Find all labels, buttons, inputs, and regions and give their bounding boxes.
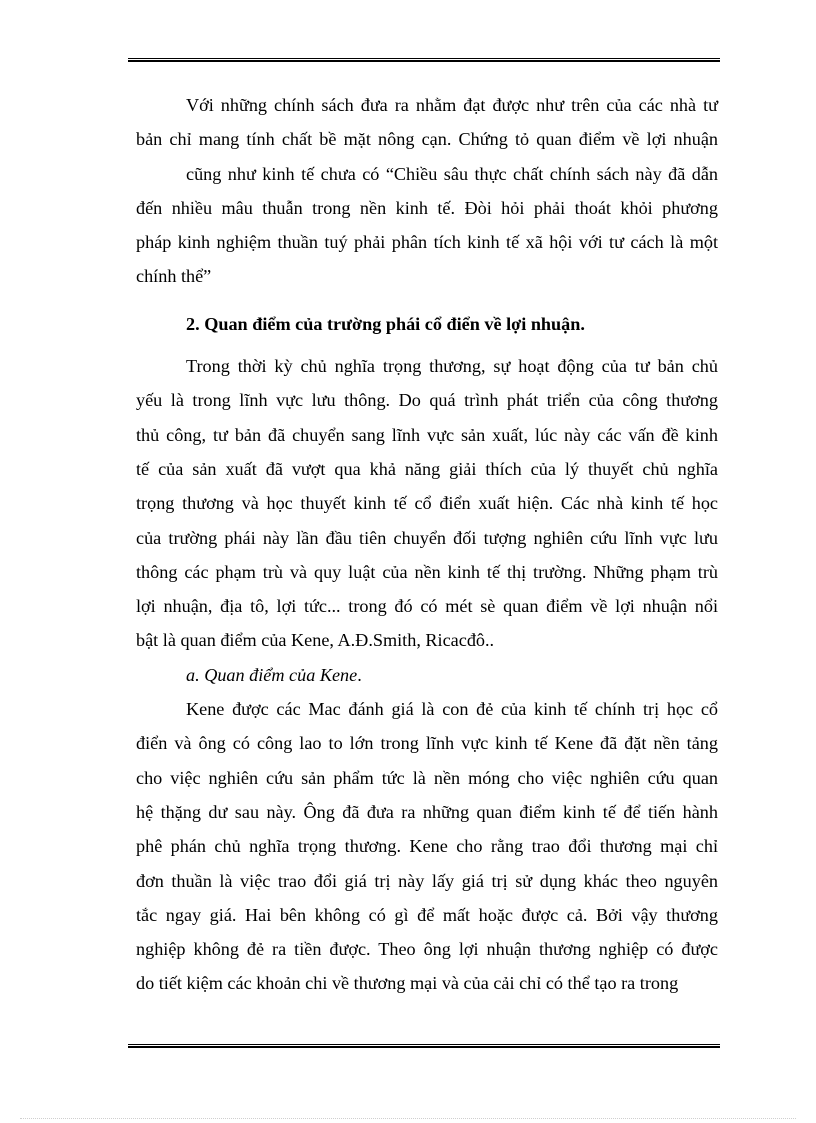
subsection-heading-period: .: [357, 664, 362, 685]
text-line: điển và ông có công lao to lớn trong lĩnh vực kinh tế Kene đã đặt nền tảng: [136, 733, 718, 754]
text-line: Trong thời kỳ chủ nghĩa trọng thương, sự hoạt động của tư bản chủ: [186, 356, 718, 377]
text-line: lợi nhuận, địa tô, lợi tức... trong đó có mét sè quan điểm về lợi nhuận nổi: [136, 596, 718, 617]
paragraph-1: [136, 88, 718, 294]
text-line: hệ thặng dư sau này. Ông đã đưa ra những quan điểm kinh tế để tiến hành: [136, 801, 718, 822]
text-line: do tiết kiệm các khoản chi về thương mại và của cải chỉ có thể tạo ra trong: [136, 973, 679, 994]
section-heading: 2. Quan điểm của trường phái cổ điển về lợi nhuận.: [186, 313, 585, 334]
page-edge-dotted-line: [20, 1118, 796, 1119]
text-line: đơn thuần là việc trao đổi giá trị này lấy giá trị sử dụng khác theo nguyên: [136, 870, 718, 891]
paragraph-2: [136, 349, 718, 658]
text-line: tắc ngay giá. Hai bên không có gì để mất hoặc được cả. Bởi vậy thương: [136, 904, 718, 925]
text-line: nghiệp không đẻ ra tiền được. Theo ông lợi nhuận thương nghiệp có được: [136, 939, 718, 960]
text-line: thông các phạm trù và quy luật của nền kinh tế thị trường. Những phạm trù: [136, 561, 718, 582]
paragraph-3: [136, 692, 718, 1001]
text-line: yếu là trong lĩnh vực lưu thông. Do quá trình phát triển của công thương: [136, 390, 718, 411]
text-line: đến nhiều mâu thuẫn trong nền kinh tế. Đòi hỏi phải thoát khỏi phương: [136, 197, 718, 218]
footer-rule: [128, 1044, 720, 1048]
subsection-heading: [136, 658, 718, 692]
text-line: pháp kinh nghiệm thuần tuý phải phân tích kinh tế xã hội với tư cách là một: [136, 232, 718, 253]
text-line: Với những chính sách đưa ra nhằm đạt được như trên của các nhà tư: [186, 95, 718, 115]
text-line: phê phán chủ nghĩa trọng thương. Kene cho rằng trao đổi thương mại chỉ: [136, 836, 718, 857]
text-line: Kene được các Mac đánh giá là con đẻ của kinh tế chính trị học cổ: [186, 699, 718, 720]
document-body: [136, 88, 718, 1001]
text-line: bản chỉ mang tính chất bề mặt nông cạn. Chứng tỏ quan điểm về lợi nhuận: [136, 129, 718, 150]
text-line: bật là quan điểm của Kene, A.Đ.Smith, Ricacđô..: [136, 630, 495, 651]
text-line: của trường phái này lần đầu tiên chuyển đối tượng nghiên cứu lĩnh vực lưu: [136, 527, 718, 548]
text-line: tế của sản xuất đã vượt qua khả năng giải thích của lý thuyết chủ nghĩa: [136, 458, 718, 479]
text-line: chính thể”: [136, 266, 212, 287]
text-line: cho việc nghiên cứu sản phẩm tức là nền móng cho việc nghiên cứu quan: [136, 767, 718, 788]
text-line: thủ công, tư bản đã chuyển sang lĩnh vực sản xuất, lúc này các vấn đề kinh: [136, 424, 718, 445]
header-rule: [128, 58, 720, 62]
subsection-heading-text: a. Quan điểm của Kene: [186, 664, 358, 685]
text-line: trọng thương và học thuyết kinh tế cổ điển xuất hiện. Các nhà kinh tế học: [136, 493, 718, 514]
text-line: cũng như kinh tế chưa có “Chiều sâu thực chất chính sách này đã dẫn: [186, 163, 718, 184]
